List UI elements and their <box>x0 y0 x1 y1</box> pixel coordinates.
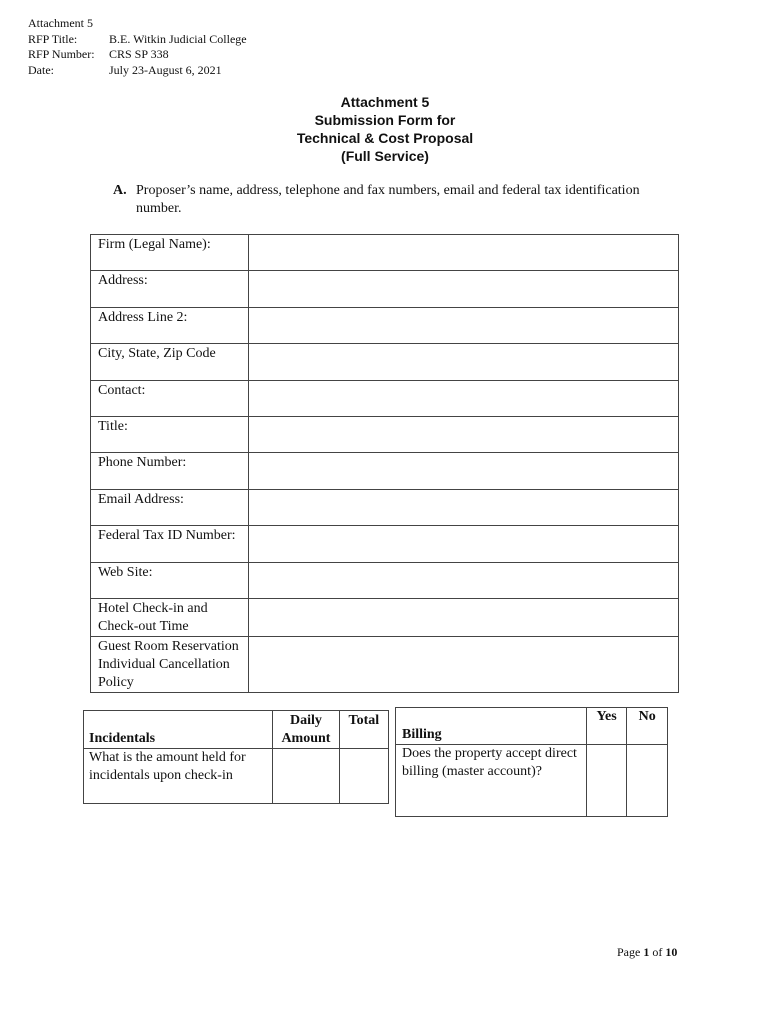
table-row <box>91 598 679 636</box>
cancellation-policy-field[interactable] <box>249 636 679 692</box>
page-of: of <box>652 945 663 959</box>
field-label-website: Web Site: <box>91 562 249 598</box>
incidentals-question: What is the amount held for incidentals upon check-in <box>84 749 273 804</box>
document-header <box>28 16 247 78</box>
page-title <box>0 93 770 165</box>
table-row <box>91 489 679 525</box>
field-label-firm: Firm (Legal Name): <box>91 235 249 271</box>
title-line: (Full Service) <box>341 148 429 164</box>
table-row <box>91 380 679 416</box>
header-key: RFP Number: <box>28 47 95 61</box>
field-label-address: Address: <box>91 271 249 307</box>
field-label-phone: Phone Number: <box>91 453 249 489</box>
contact-field[interactable] <box>249 380 679 416</box>
daily-amount-field[interactable] <box>273 749 339 804</box>
email-field[interactable] <box>249 489 679 525</box>
address-line-2-field[interactable] <box>249 307 679 343</box>
phone-field[interactable] <box>249 453 679 489</box>
title-field[interactable] <box>249 416 679 452</box>
city-state-zip-field[interactable] <box>249 344 679 380</box>
billing-table <box>395 707 668 817</box>
no-field[interactable] <box>627 745 668 817</box>
page-number <box>617 945 677 960</box>
section-a-text: Proposer’s name, address, telephone and fax numbers, email and federal tax identification number. <box>136 183 640 216</box>
no-header: No <box>627 708 668 745</box>
billing-question: Does the property accept direct billing (master account)? <box>396 745 587 817</box>
header-key: RFP Title: <box>28 31 78 46</box>
table-row <box>91 453 679 489</box>
field-label-checkin: Hotel Check-in and Check-out Time <box>91 598 249 636</box>
page-prefix: Page <box>617 945 641 959</box>
field-label-cancellation: Guest Room Reservation Individual Cancellation Policy <box>91 636 249 692</box>
field-label-email: Email Address: <box>91 489 249 525</box>
incidentals-table <box>83 710 389 804</box>
table-row <box>91 416 679 452</box>
field-label-address-2: Address Line 2: <box>91 307 249 343</box>
total-field[interactable] <box>339 749 388 804</box>
table-row <box>84 749 389 804</box>
header-row-rfp-title <box>28 32 247 48</box>
field-label-city-state-zip: City, State, Zip Code <box>91 344 249 380</box>
total-header: Total <box>339 711 388 749</box>
website-field[interactable] <box>249 562 679 598</box>
section-a <box>113 182 683 218</box>
field-label-title: Title: <box>91 416 249 452</box>
table-row <box>91 562 679 598</box>
table-row <box>91 344 679 380</box>
table-row <box>91 307 679 343</box>
header-attachment: Attachment 5 <box>28 16 93 30</box>
page-total: 10 <box>665 945 678 959</box>
table-header-row <box>396 708 668 745</box>
page-current: 1 <box>643 945 650 959</box>
firm-name-field[interactable] <box>249 235 679 271</box>
incidentals-header: Incidentals <box>84 711 273 749</box>
field-label-contact: Contact: <box>91 380 249 416</box>
header-value: CRS SP 338 <box>109 47 169 61</box>
address-field[interactable] <box>249 271 679 307</box>
header-value: B.E. Witkin Judicial College <box>109 31 247 46</box>
table-row <box>396 745 668 817</box>
header-value: July 23-August 6, 2021 <box>109 62 222 77</box>
title-line: Submission Form for <box>314 112 456 128</box>
field-label-tax-id: Federal Tax ID Number: <box>91 526 249 562</box>
header-row-date <box>28 63 247 79</box>
table-row <box>91 636 679 692</box>
yes-header: Yes <box>586 708 627 745</box>
table-header-row <box>84 711 389 749</box>
header-row-rfp-number <box>28 47 247 63</box>
checkin-time-field[interactable] <box>249 598 679 636</box>
table-row <box>91 271 679 307</box>
header-key: Date: <box>28 62 54 77</box>
daily-amount-header: Daily Amount <box>273 711 339 749</box>
table-row <box>91 526 679 562</box>
tax-id-field[interactable] <box>249 526 679 562</box>
table-row <box>91 235 679 271</box>
section-a-label: A. <box>113 183 127 198</box>
proposer-info-table <box>90 234 679 693</box>
title-line: Technical & Cost Proposal <box>296 130 474 146</box>
title-line: Attachment 5 <box>340 94 430 110</box>
billing-header: Billing <box>396 708 587 745</box>
yes-field[interactable] <box>586 745 627 817</box>
